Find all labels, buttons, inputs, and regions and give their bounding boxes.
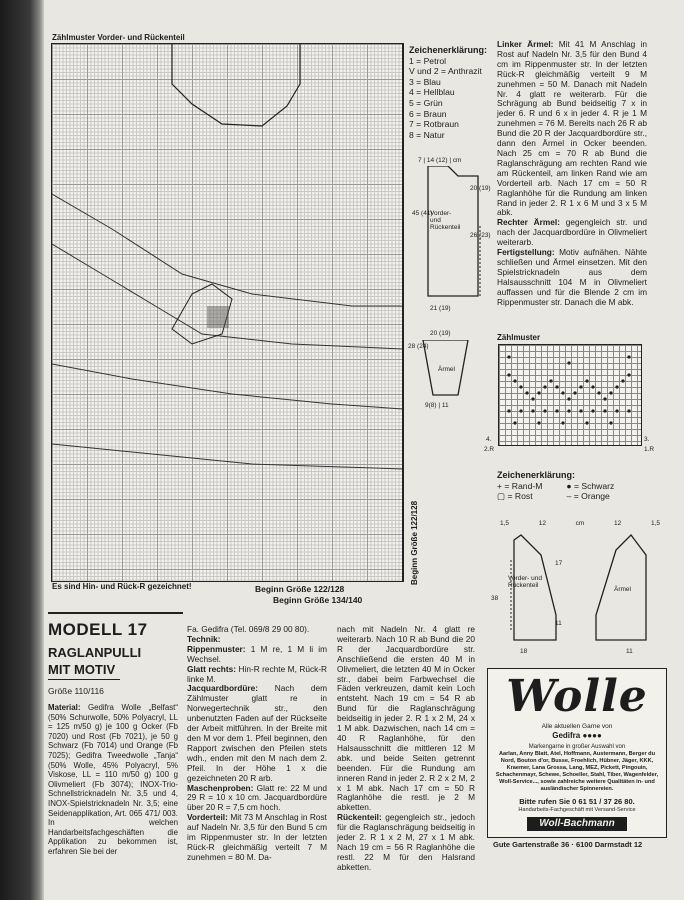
knitting-chart — [51, 43, 404, 582]
schematic-bottom-b11: 11 — [626, 648, 633, 655]
schematic-sleeve-top: 20 (19) — [430, 330, 451, 337]
column-3 — [337, 625, 475, 873]
small-chart-motif — [499, 345, 641, 445]
small-pattern-chart — [498, 344, 642, 446]
finishing-text: Motiv aufnähen. Nähte schließen und Ärmel einsetzen. Mit den Spielstricknadeln aus dem Halsausschnitt 104 M in Olivmeliert auffassen und für die Blende 2 cm im Rippenmuster str. Danach die M abk. — [497, 247, 647, 307]
legend-item: 1 = Petrol — [409, 55, 447, 66]
jacquard-heading: Jacquardbordüre: — [187, 683, 258, 694]
schematic-front-top: 7 | 14 (12) | cm — [418, 157, 462, 164]
legend-item: 6 = Braun — [409, 108, 447, 119]
chart-title: Zählmuster Vorder- und Rückenteil — [52, 33, 185, 42]
dim: cm — [575, 520, 585, 527]
small-chart-title: Zählmuster — [497, 333, 541, 342]
legend-item: 8 = Natur — [409, 129, 445, 140]
divider — [48, 679, 120, 680]
stockinette-heading: Glatt rechts: — [187, 663, 237, 674]
schematic-bottom-right-label: Ärmel — [614, 586, 631, 593]
legend2-item: – = Orange — [566, 491, 610, 502]
ad-line-1: Alle aktuellen Garne von — [541, 723, 613, 730]
model-title: MODELL 17 — [48, 620, 148, 639]
schematic-sleeve-label: Ärmel — [438, 366, 455, 373]
back-text: gegengleich str., jedoch für die Raglanschrägung beidseitig in jeder 2. R 1 x 2 M, 27 x 1 M abk. Nach 19 cm = 56 R Raglanhöhe die restl. 22 M für den Halsrand abketten. — [337, 812, 475, 872]
legend-title: Zeichenerklärung: — [409, 45, 488, 55]
book-binding — [0, 0, 44, 900]
begin-vertical: Beginn Größe 122/128 — [410, 500, 419, 585]
front-continued: nach mit Nadeln Nr. 4 glatt re weiterarb. Nach 10 R ab Bund die 20 R der Jacquardbordüre str. Anschließend die ersten 40 M in Olivmeliert, die letzten 40 M in Ocker str., dabei beim Farbwechsel die Fäden verkreuzen, damit kein Loch entsteht. Nach 19 cm = 54 R ab Bund für die Raglanschrägung beidseitig in jeder 2. R 1 x 2 M, 24 x 1 M abk. Dazwischen, nach 14 cm = 40 R Raglanhöhe, für den Halsausschnitt die mittleren 12 M abk. und beide Seiten getrennt beenden. Für die Rundung am inneren Rand in jeder 2. R 2 x 2 M, 2 x 1 M abk. Nach 17 cm = 50 R Raglanhöhe die restl. je 2 M abketten. — [337, 624, 475, 813]
right-instructions — [497, 40, 647, 307]
legend-item: V und 2 = Anthrazit — [409, 66, 482, 77]
dim: 1,5 — [500, 520, 510, 527]
ad-service: Handarbeits-Fachgeschäft mit Versand-Service — [518, 807, 636, 813]
small-chart-left-2: 2.R — [484, 446, 495, 453]
right-sleeve-heading: Rechter Ärmel: — [497, 217, 560, 228]
schematic-front-label: Vorder- und Rückenteil — [430, 210, 461, 231]
begin-size-1: Beginn Größe 122/128 — [255, 584, 345, 594]
gauge-heading: Maschenproben: — [187, 782, 254, 793]
rib-heading: Rippenmuster: — [187, 643, 246, 654]
rib-text: 1 M re, 1 M li im Wechsel. — [187, 643, 327, 664]
small-chart-right-2: 1.R — [644, 446, 655, 453]
schematic-front-left: 45 (41) — [412, 210, 433, 217]
legend2-title: Zeichenerklärung: — [497, 470, 576, 480]
legend2-item: ● = Schwarz — [566, 480, 615, 491]
legend-item: 4 = Hellblau — [409, 87, 455, 98]
ad-box — [487, 668, 667, 838]
schematic-front-r2: 26 (23) — [470, 232, 491, 239]
jacquard-text: Nach dem Zählmuster glatt re in Norwegertechnik str., den unbenutzten Faden auf der Rückseite der Arbeit mitführen. In der Breite mit den M vor dem 1. Pfeil beginnen, den Rapport zwischen den Pfeilen stets wdh., enden mit den M nach dem 2. Pfeil. In der Höhe 1 x die gezeichneten 20 R arb. — [187, 683, 327, 783]
schematic-sleeve-bottom: 9(8) | 11 — [425, 402, 449, 409]
ad-line-3: Markengarne in großer Auswahl von — [528, 744, 626, 750]
legend2-item: ▢ = Rost — [497, 491, 533, 502]
dim: 1,5 — [650, 520, 660, 527]
schematic-front-bottom: 21 (19) — [430, 305, 451, 312]
left-sleeve-heading: Linker Ärmel: — [497, 39, 554, 49]
left-sleeve-text: Mit 41 M Anschlag in Rost auf Nadeln Nr. 3,5 für den Bund 4 cm im Rippenmuster str. In der letzten Rück-R gleichmäßig verteilt 9 M zunehmen = 50 M. Danach mit Nadeln Nr. 4 glatt re weiterarb. Für die Schrägung ab Bund beidseitig 7 x in jeder 6. R und 6 x in jeder 4. R je 1 M zunehmen = 76 M. Bereits nach 26 R ab Bund die 20 R der Jacquardbordüre str., dann den Ärmel in Ocker beenden. Nach 25 cm = 70 R ab Bund die Raglanschrägung am rechten Rand wie am Rückenteil, am linken Rand wie am Vorderteil arb. Nach 17 cm = 50 R Raglanhöhe für die Rundung am linken Rand in jeder 2. R 1 x 6 M und 3 x 5 M abk. — [497, 39, 647, 218]
gauge-text: Glatt re: 22 M und 29 R = 10 x 10 cm. Jacquardbordüre über 20 R = 7,5 cm hoch. — [187, 782, 327, 813]
schematic-bottom-top — [500, 520, 660, 527]
schematic-bottom-left-num: 38 — [491, 595, 499, 602]
small-chart-right: 3. — [644, 436, 650, 443]
legend-item: 3 = Blau — [409, 76, 441, 87]
chart-outline — [52, 44, 403, 581]
dim: 12 — [614, 520, 622, 527]
model-subtitle-2: MIT MOTIV — [48, 662, 116, 677]
schematic-bottom-left-label: Vorder- und Rückenteil — [508, 575, 542, 589]
finishing-heading: Fertigstellung: — [497, 247, 555, 258]
schematic-bottom-11: 11 — [555, 620, 562, 627]
model-size: Größe 110/116 — [48, 686, 104, 696]
front-text: Mit 73 M Anschlag in Rost auf Nadeln Nr. 3,5 für den Bund 5 cm im Rippenmuster str. In der letzten Rück-R gleichmäßig verteilt 7 M zunehmen = 80 M. Da- — [187, 812, 327, 862]
model-subtitle-1: RAGLANPULLI — [48, 645, 142, 660]
stockinette-text: Hin-R rechte M, Rück-R linke M. — [187, 663, 328, 684]
schematic-sleeve-left: 28 (24) — [408, 343, 429, 350]
legend2-item: + = Rand-M — [497, 480, 543, 491]
schematic-bottom-17: 17 — [555, 560, 563, 567]
schematic-bottom-18: 18 — [520, 648, 528, 655]
legend-2 — [497, 470, 657, 502]
ad-brands: Aarlan, Anny Blatt, Atel, Hoffmann, Austermann, Berger du Nord, Bouton d'or, Busse, Froehlich, Hübner, Jäger, KKK, Kraemer, Lana Grossa, Lang, MEZ, Pickett, Pingouin, Schachenmayr, Schewe, Schoeller, Stahl, Tiber, Wagenfelder, Woll-Service..., sowie zahlreiche weitere Qualitäten in- und ausländischer Spinnereien. — [495, 751, 659, 792]
back-heading: Rückenteil: — [337, 812, 382, 823]
front-heading: Vorderteil: — [187, 812, 228, 823]
material-heading: Material: — [48, 703, 81, 712]
col2-phone: Fa. Gedifra (Tel. 069/8 29 00 80). — [187, 624, 310, 634]
legend-item: 7 = Rotbraun — [409, 119, 459, 130]
schematic-front-r1: 20 (19) — [470, 185, 491, 192]
technique-heading: Technik: — [187, 633, 221, 644]
ad-address: Gute Gartenstraße 36 · 6100 Darmstadt 12 — [493, 840, 643, 849]
small-chart-left: 4. — [486, 436, 492, 443]
right-sleeve-text: gegengleich str. und nach der Jacquardbordüre in Olivmeliert weiterarb. — [497, 217, 647, 248]
divider — [48, 612, 183, 614]
dim: 12 — [538, 520, 546, 527]
legend — [409, 45, 499, 140]
column-2 — [187, 625, 327, 863]
material-text — [48, 703, 178, 857]
begin-size-2: Beginn Größe 134/140 — [273, 595, 363, 605]
ad-brand: Woll-Bachmann — [527, 817, 627, 831]
chart-note: Es sind Hin- und Rück-R gezeichnet! — [52, 582, 192, 591]
legend-item: 5 = Grün — [409, 97, 443, 108]
ad-line-2: Gedifra ●●●● — [552, 731, 602, 740]
ad-phone: Bitte rufen Sie 0 61 51 / 37 26 80. — [519, 797, 635, 806]
material-body: Gedifra Wolle „Belfast“ (50% Schurwolle, 50% Polyacryl, LL = 125 m/50 g) je 100 g Ocker (Fb 7020) und Rost (Fb 7021), je 50 g Schwarz (Fb 7014) und Orange (Fb 7025); Gedifra Tweedwolle „Tanja“ (50% Wolle, 45% Polyacryl, 5% Viskose, LL = 110 m/50 g) 100 g Olivmeliert (Fb 3074); INOX-Trio-Schnellstricknadeln Nr. 3,5 und 4, INOX-Spielstricknadeln Nr. 3,5; eine Seidenapplikation, Art. 065 471/ 003. In welchen Handarbeitsfachgeschäften die Applikation zu bekommen ist, erfahren Sie bei der — [48, 703, 178, 856]
ad-logo: Wolle — [506, 671, 648, 722]
